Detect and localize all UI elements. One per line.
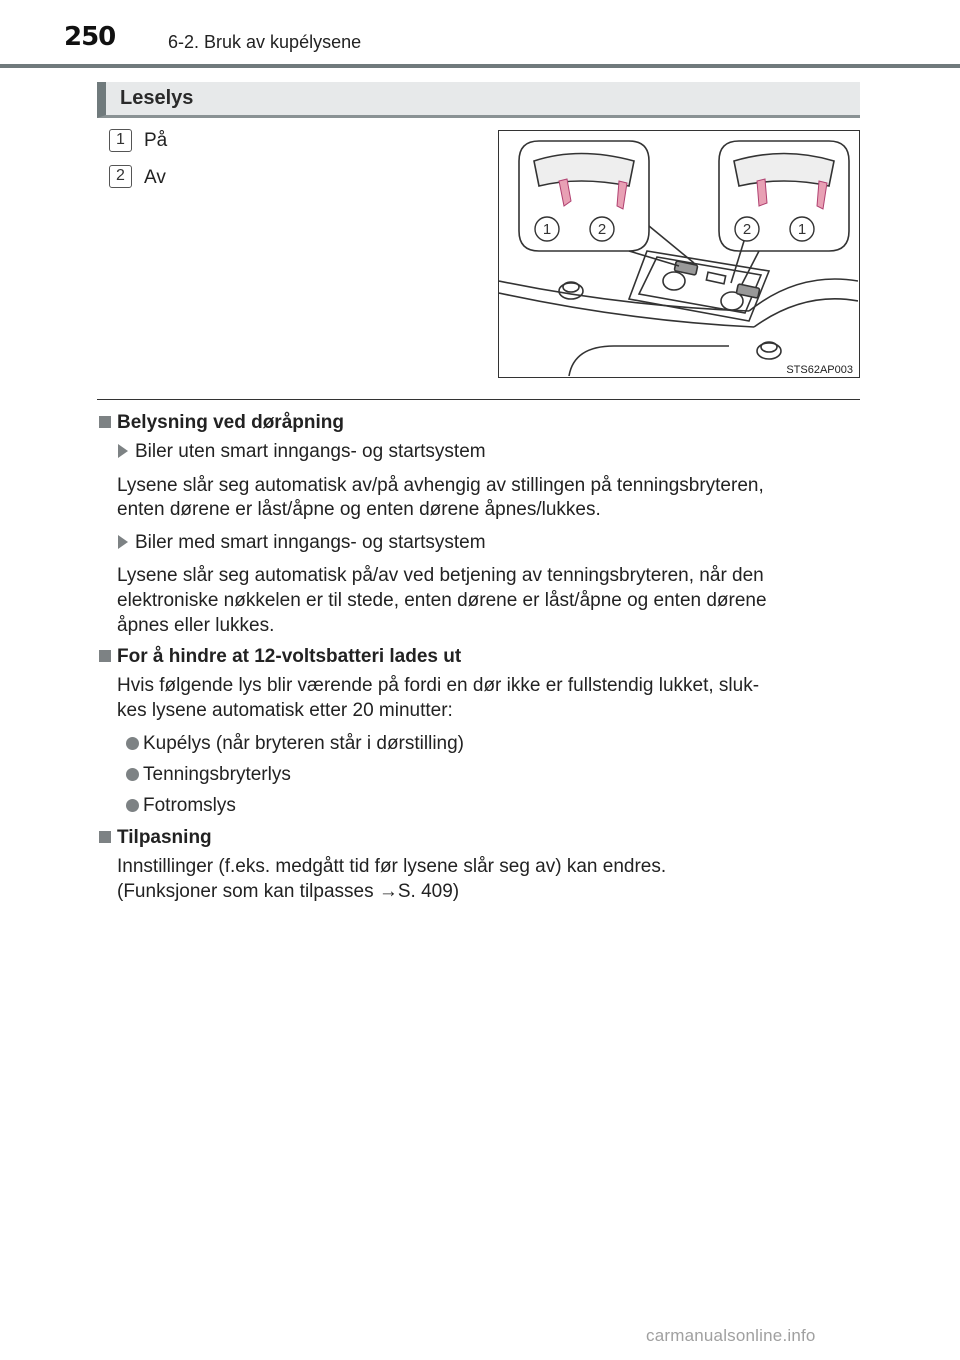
paragraph-line: Innstillinger (f.eks. medgått tid før lysene slår seg av) kan endres. xyxy=(117,856,667,877)
reading-light-illustration xyxy=(498,130,860,378)
list-item: Fotromslys xyxy=(143,795,236,816)
dot-bullet-icon xyxy=(126,799,139,812)
paragraph-line: Hvis følgende lys blir værende på fordi en dør ikke er fullstendig lukket, sluk- xyxy=(117,675,760,696)
paragraph-line: enten dørene er låst/åpne og enten dørene åpnes/lukkes. xyxy=(117,499,601,520)
subheading-without-smart-entry: Biler uten smart inngangs- og startsystem xyxy=(135,441,486,462)
callout-label-on: På xyxy=(144,130,168,151)
callout-label-off: Av xyxy=(144,167,166,188)
overhead-console-drawing xyxy=(499,131,858,376)
dot-bullet-icon xyxy=(126,768,139,781)
paragraph-line: kes lysene automatisk etter 20 minutter: xyxy=(117,700,453,721)
paragraph-line: Lysene slår seg automatisk av/på avhengig av stillingen på tenningsbryteren, xyxy=(117,475,764,496)
triangle-bullet-icon xyxy=(118,535,128,549)
paragraph-line: (Funksjoner som kan tilpasses →S. 409) xyxy=(117,881,460,902)
heading-door-lighting: Belysning ved døråpning xyxy=(117,412,344,433)
triangle-bullet-icon xyxy=(118,444,128,458)
square-bullet-icon xyxy=(99,650,111,662)
illustration-callout-1: 1 xyxy=(542,221,552,238)
square-bullet-icon xyxy=(99,831,111,843)
list-item: Tenningsbryterlys xyxy=(143,764,291,785)
chapter-title: 6-2. Bruk av kupélysene xyxy=(168,32,362,52)
heading-battery-saver: For å hindre at 12-voltsbatteri lades ut xyxy=(117,646,462,667)
subheading-with-smart-entry: Biler med smart inngangs- og startsystem xyxy=(135,532,486,553)
section-bar xyxy=(97,82,860,118)
heading-customization: Tilpasning xyxy=(117,827,212,848)
section-title: Leselys xyxy=(120,87,194,109)
watermark[interactable]: carmanualsonline.info xyxy=(646,1326,816,1345)
illustration-callout-2: 2 xyxy=(597,221,607,238)
illustration-callout-1: 1 xyxy=(797,221,807,238)
paragraph-line: Lysene slår seg automatisk på/av ved betjening av tenningsbryteren, når den xyxy=(117,565,764,586)
page-number: 250 xyxy=(64,22,116,52)
paragraph-line: elektroniske nøkkelen er til stede, enten dørene er låst/åpne og enten dørene xyxy=(117,590,767,611)
square-bullet-icon xyxy=(99,416,111,428)
content-divider xyxy=(97,399,860,400)
illustration-code: STS62AP003 xyxy=(786,364,853,376)
paragraph-line: åpnes eller lukkes. xyxy=(117,615,275,636)
list-item: Kupélys (når bryteren står i dørstilling) xyxy=(143,733,464,754)
callout-number-2: 2 xyxy=(109,165,132,188)
header-rule xyxy=(0,64,960,68)
callout-number-1: 1 xyxy=(109,129,132,152)
dot-bullet-icon xyxy=(126,737,139,750)
illustration-callout-2: 2 xyxy=(742,221,752,238)
